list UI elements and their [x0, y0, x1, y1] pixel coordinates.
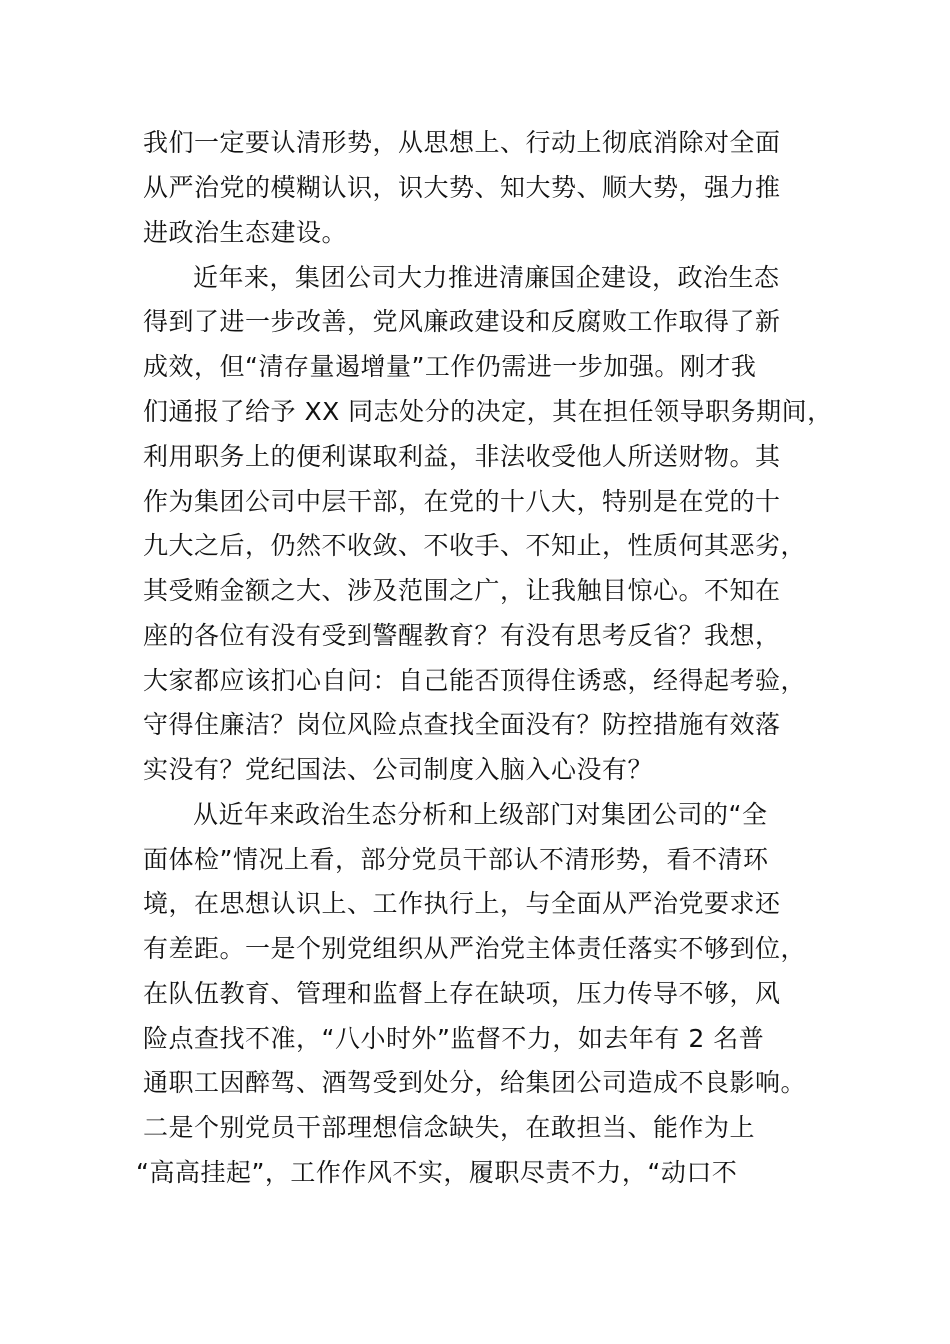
text-line: 得到了进一步改善，党风廉政建设和反腐败工作取得了新 — [143, 307, 781, 336]
text-line: 守得住廉洁？岗位风险点查找全面没有？防控措施有效落 — [143, 710, 781, 739]
text-line: 我们一定要认清形势，从思想上、行动上彻底消除对全面 — [143, 128, 781, 157]
text-line: 险点查找不准，“八小时外”监督不力，如去年有 2 名普 — [143, 1024, 765, 1053]
text-line: 作为集团公司中层干部，在党的十八大，特别是在党的十 — [143, 487, 781, 516]
text-line: 进政治生态建设。 — [143, 218, 348, 247]
text-line: 成效，但“清存量遏增量”工作仍需进一步加强。刚才我 — [143, 352, 757, 381]
text-line: 其受贿金额之大、涉及范围之广，让我触目惊心。不知在 — [143, 576, 781, 605]
paragraph-first-line: 从近年来政治生态分析和上级部门对集团公司的“全 — [193, 800, 768, 829]
text-line: 实没有？党纪国法、公司制度入脑入心没有？ — [143, 755, 654, 784]
text-line: 利用职务上的便利谋取利益，非法收受他人所送财物。其 — [143, 442, 781, 471]
text-line: 境，在思想认识上、工作执行上，与全面从严治党要求还 — [143, 889, 781, 918]
text-line: 们通报了给予 XX 同志处分的决定，其在担任领导职务期间， — [143, 397, 833, 426]
text-line: 大家都应该扪心自问：自己能否顶得住诱惑，经得起考验， — [143, 666, 807, 695]
text-line: 通职工因醉驾、酒驾受到处分，给集团公司造成不良影响。 — [143, 1068, 807, 1097]
text-line: 九大之后，仍然不收敛、不收手、不知止，性质何其恶劣， — [143, 531, 807, 560]
text-line: 面体检”情况上看，部分党员干部认不清形势，看不清环 — [143, 845, 769, 874]
text-line: 二是个别党员干部理想信念缺失，在敢担当、能作为上 — [143, 1113, 756, 1142]
text-line: 在队伍教育、管理和监督上存在缺项，压力传导不够，风 — [143, 979, 781, 1008]
text-line: “高高挂起”，工作作风不实，履职尽责不力，“动口不 — [136, 1158, 738, 1187]
paragraph-first-line: 近年来，集团公司大力推进清廉国企建设，政治生态 — [193, 263, 780, 292]
text-line: 座的各位有没有受到警醒教育？有没有思考反省？我想， — [143, 621, 781, 650]
text-line: 有差距。一是个别党组织从严治党主体责任落实不够到位， — [143, 934, 807, 963]
text-line: 从严治党的模糊认识，识大势、知大势、顺大势，强力推 — [143, 173, 781, 202]
